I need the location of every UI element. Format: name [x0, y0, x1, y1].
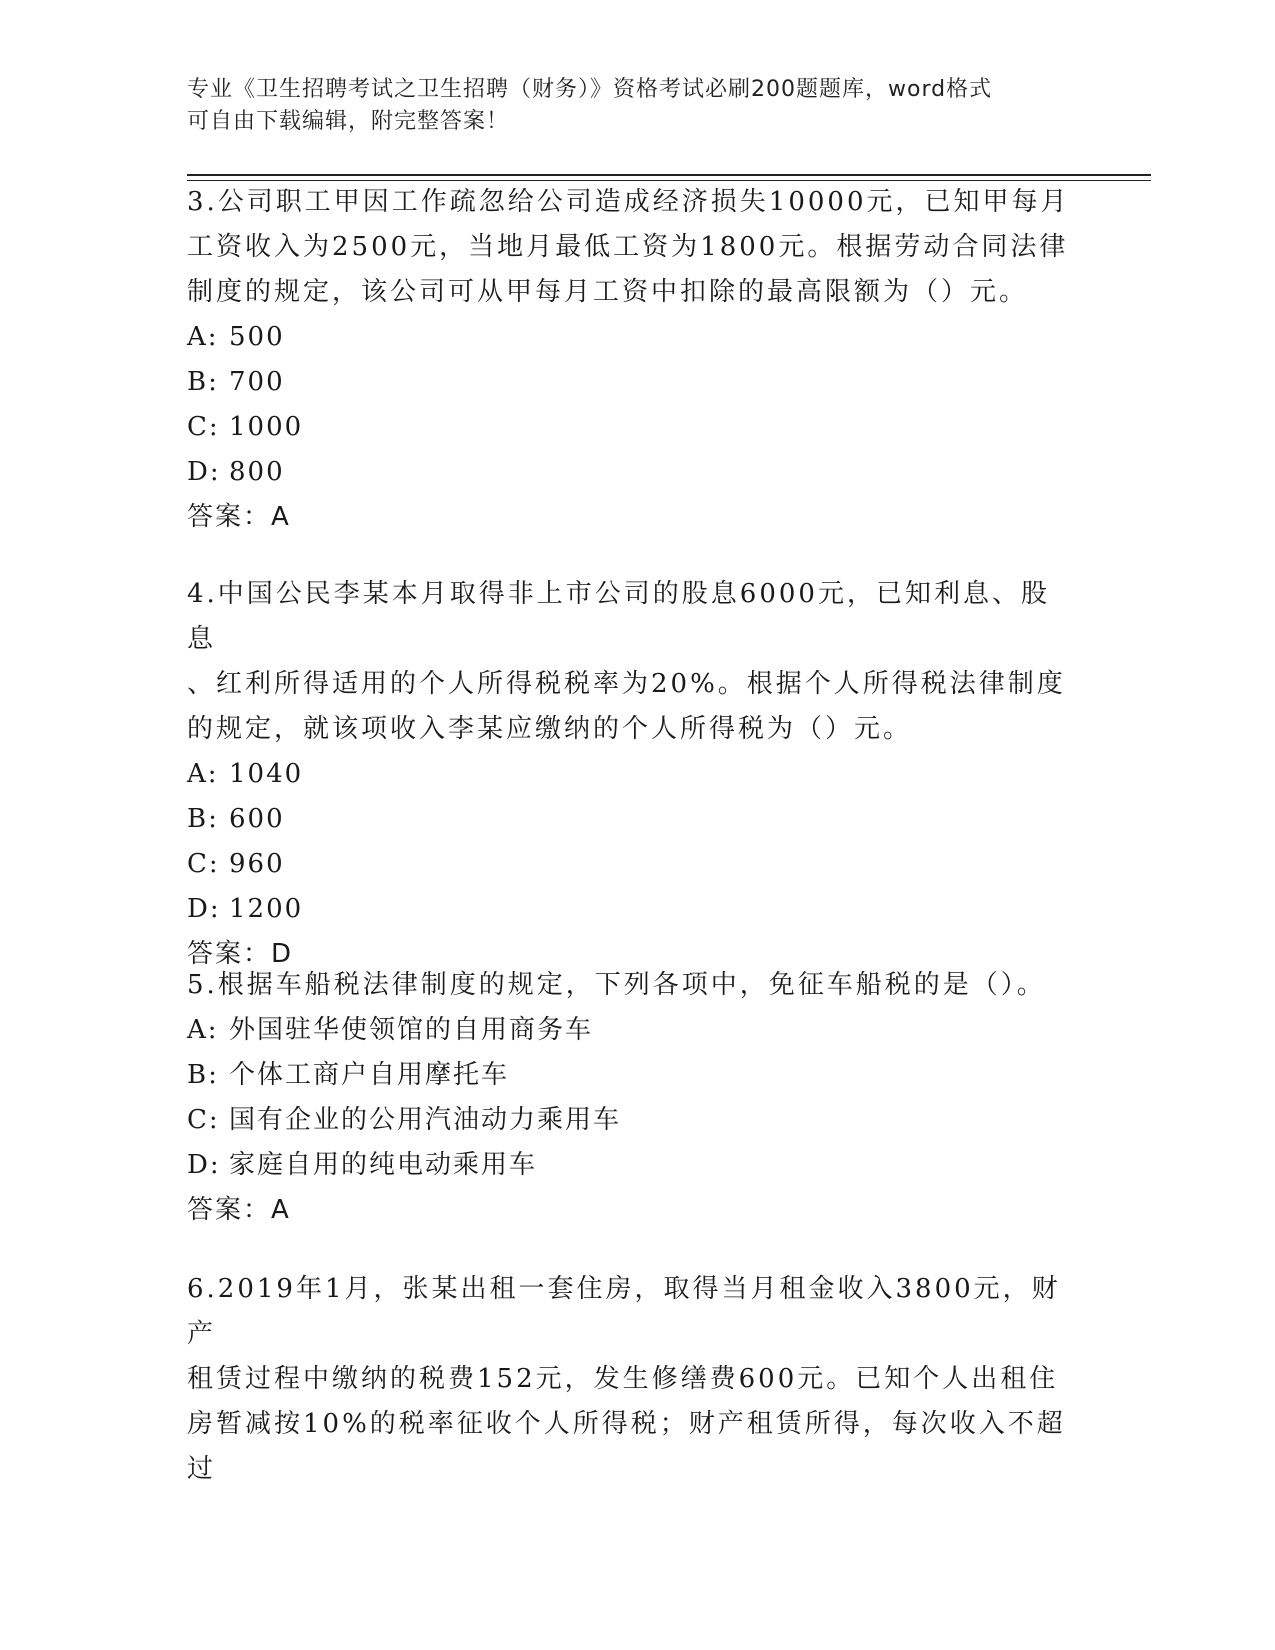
- question-stem-line: 的规定，就该项收入李某应缴纳的个人所得税为（）元。: [187, 714, 913, 744]
- option-c: C: 国有企业的公用汽油动力乘用车: [187, 1105, 622, 1135]
- option-d: D: 家庭自用的纯电动乘用车: [187, 1150, 538, 1180]
- option-c: C: 1000: [187, 412, 304, 442]
- answer-value: D: [271, 939, 292, 969]
- option-d: D: 1200: [187, 894, 304, 924]
- question-stem-line: 3.公司职工甲因工作疏忽给公司造成经济损失10000元，已知甲每月: [187, 187, 1070, 217]
- option-a: A: 1040: [187, 759, 304, 789]
- option-c: C: 960: [187, 849, 285, 879]
- option-b: B: 个体工商户自用摩托车: [187, 1060, 510, 1090]
- option-a: A: 外国驻华使领馆的自用商务车: [187, 1015, 594, 1045]
- question-stem-line: 房暂减按10%的税率征收个人所得税；财产租赁所得，每次收入不超过: [187, 1409, 1066, 1484]
- question-stem-line: 工资收入为2500元，当地月最低工资为1800元。根据劳动合同法律: [187, 232, 1069, 262]
- answer-value: A: [271, 502, 289, 532]
- header-line-1: 专业《卫生招聘考试之卫生招聘（财务）》资格考试必刷200题题库，word格式: [187, 77, 993, 102]
- question-stem-line: 5.根据车船税法律制度的规定，下列各项中，免征车船税的是（）。: [187, 970, 1046, 1000]
- question-stem-line: 4.中国公民李某本月取得非上市公司的股息6000元，已知利息、股息: [187, 579, 1050, 654]
- answer-line: 答案：A: [187, 1195, 289, 1225]
- answer-line: 答案：D: [187, 939, 292, 969]
- option-d: D: 800: [187, 457, 285, 487]
- question-6: [187, 1267, 1077, 1492]
- document-header: [187, 74, 1067, 138]
- question-stem-line: 6.2019年1月，张某出租一套住房，取得当月租金收入3800元，财产: [187, 1274, 1061, 1349]
- question-4: [187, 572, 1077, 977]
- answer-value: A: [271, 1195, 289, 1225]
- question-stem-line: 租赁过程中缴纳的税费152元，发生修缮费600元。已知个人出租住: [187, 1364, 1059, 1394]
- option-b: B: 700: [187, 367, 285, 397]
- header-line-2: 可自由下载编辑，附完整答案！: [187, 109, 510, 134]
- question-stem-line: 、红利所得适用的个人所得税税率为20%。根据个人所得税法律制度: [187, 669, 1066, 699]
- answer-line: 答案：A: [187, 502, 289, 532]
- question-5: [187, 963, 1077, 1233]
- question-stem-line: 制度的规定，该公司可从甲每月工资中扣除的最高限额为（）元。: [187, 277, 1029, 307]
- option-a: A: 500: [187, 322, 285, 352]
- question-3: [187, 180, 1077, 540]
- option-b: B: 600: [187, 804, 285, 834]
- header-divider-thick: [187, 174, 1151, 176]
